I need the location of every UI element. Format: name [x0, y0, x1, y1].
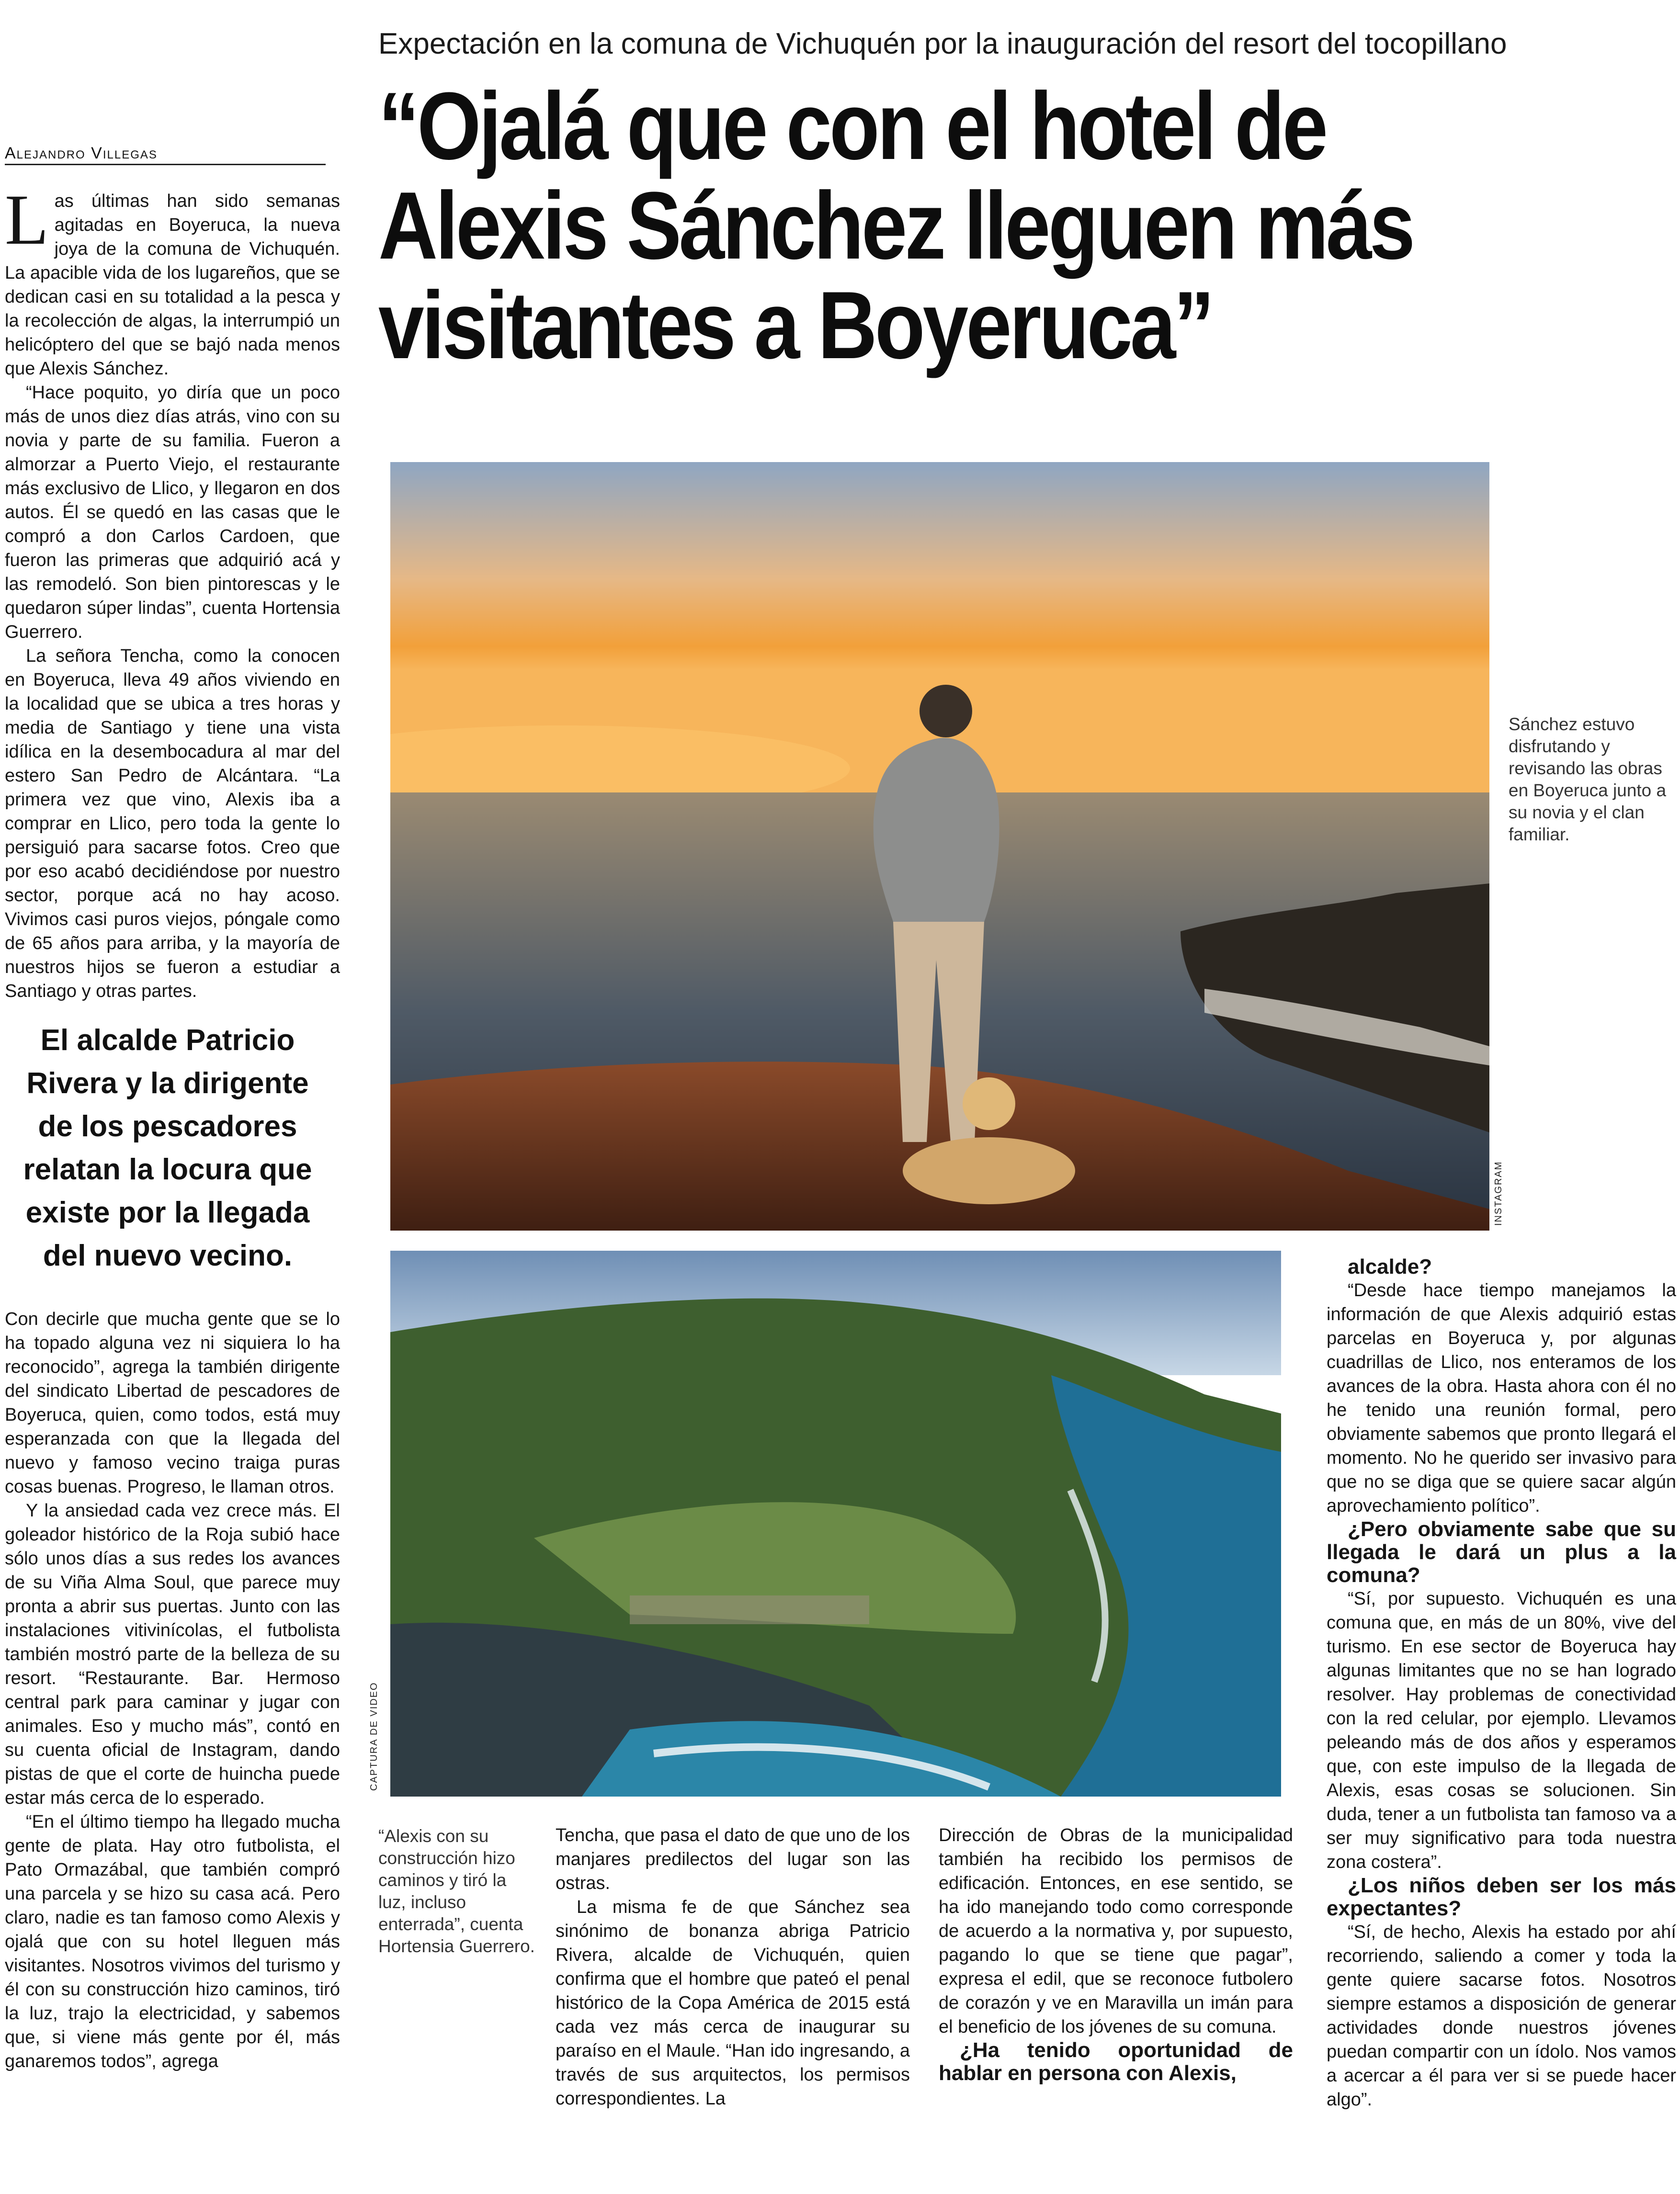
pull-quote: El alcalde Patricio Rivera y la dirigente de los pescadores relatan la locura que existe por la llegada del nuevo vecino. [23, 1024, 312, 1272]
paragraph: “Hace poquito, yo diría que un poco más de unos diez días atrás, vino con su novia y parte de su familia. Fueron a almorzar a Puerto Viejo, el restaurante más exclusivo de Llico, y llegaron en dos autos. Él se quedó en las casas que le compró a don Carlos Cardoen, que fueron las primeras que adquirió acá y las remodeló. Son bien pintorescas y le quedaron súper lindas”, cuenta Hortensia Guerrero. [5, 383, 340, 642]
interview-question: ¿Pero obviamente sabe que su llegada le dará un plus a la comuna? [1327, 1517, 1676, 1587]
interview-question: ¿Ha tenido oportunidad de hablar en persona con Alexis, [939, 2038, 1293, 2085]
headline: “Ojalá que con el hotel de Alexis Sánchez lleguen más visitantes a Boyeruca” [378, 73, 1413, 379]
interview-question: ¿Los niños deben ser los más expectantes? [1327, 1874, 1676, 1920]
interview-question: alcalde? [1348, 1255, 1432, 1278]
interview-answer: “Sí, de hecho, Alexis ha estado por ahí recorriendo, saliendo a comer y toda la gente quiere sacarse fotos. Nosotros siempre estamos a disposición de generar actividades donde nuestros jóvenes puedan compartir con un ídolo. Nos vamos a acercar a él para ver si se puede hacer algo”. [1327, 1922, 1676, 2110]
photo-credit-instagram: INSTAGRAM [1493, 1161, 1504, 1226]
photo-2-caption: “Alexis con su construcción hizo caminos y tiró la luz, incluso enterrada”, cuenta Hortensia Guerrero. [378, 1826, 535, 1956]
paragraph: Tencha, que pasa el dato de que uno de los manjares predilectos del lugar son las ostras. [556, 1825, 910, 1893]
column-3 [556, 1823, 910, 2111]
byline: Alejandro Villegas [5, 143, 326, 165]
lead-paragraph [5, 180, 340, 381]
kicker: Expectación en la comuna de Vichuquén por la inauguración del resort del tocopillano [378, 27, 1507, 60]
column-4 [939, 1823, 1293, 2085]
photo-credit-video: CAPTURA DE VIDEO [369, 1682, 379, 1791]
photo-aerial-coast [390, 1251, 1281, 1797]
interview-answer: “Sí, por supuesto. Vichuquén es una comuna que, en más de un 80%, vive del turismo. En ese sector de Boyeruca hay algunas limitantes que no se han logrado resolver. Hay problemas de conectividad con la red celular, por ejemplo. Llevamos peleando más de dos años y esperamos que, con este impulso de la llegada de Alexis, esas cosas se solucionen. Sin duda, tener a un futbolista tan famoso va a ser muy significativo para toda nuestra zona costera”. [1327, 1589, 1676, 1872]
paragraph: La señora Tencha, como la conocen en Boyeruca, lleva 49 años viviendo en la localidad que se ubica a tres horas y media de Santiago y tiene una vista idílica en la desembocadura al mar del estero San Pedro de Alcántara. “La primera vez que vino, Alexis iba a comprar en Llico, pero toda la gente lo persiguió para sacarse fotos. Creo que por eso acabó decidiéndose por nuestro sector, porque acá no hay acoso. Vivimos casi puros viejos, póngale como de 65 años para arriba, y la mayoría de nuestros hijos se fueron a estudiar a Santiago y otras partes. [5, 646, 340, 1001]
paragraph: La misma fe de que Sánchez sea sinónimo de bonanza abriga Patricio Rivera, alcalde de Vichuquén, quien confirma que el hombre que pateó el penal histórico de la Copa América de 2015 está cada vez más cerca de inaugurar su paraíso en el Maule. “Han ido ingresando, a través de sus arquitectos, los permisos correspondientes. La [556, 1897, 910, 2109]
drop-cap: L [5, 180, 49, 260]
column-5 [1327, 1255, 1676, 2112]
paragraph: Y la ansiedad cada vez crece más. El goleador histórico de la Roja subió hace sólo unos días a sus redes los avances de su Viña Alma Soul, que parece muy pronta a abrir sus puertas. Junto con las instalaciones vitivinícolas, el futbolista también mostró parte de la belleza de su resort. “Restaurante. Bar. Hermoso central park para caminar y jugar con animales. Eso y mucho más”, contó en su cuenta oficial de Instagram, dando pistas de que el corte de huincha puede estar más cerca de lo esperado. [5, 1501, 340, 1808]
paragraph: Con decirle que mucha gente que se lo ha topado alguna vez ni siquiera lo ha reconocido”, agrega la también dirigente del sindicato Libertad de pescadores de Boyeruca, quien, como todos, está muy esperanzada con que la llegada del nuevo y famoso vecino traiga puras cosas buenas. Progreso, le llaman otros. [5, 1309, 340, 1497]
paragraph: Dirección de Obras de la municipalidad también ha recibido los permisos de edificación. Entonces, en ese sentido, se ha ido manejando todo como corresponde de acuerdo a la normativa y, por supuesto, pagando lo que se tiene que pagar”, expresa el edil, que se reconoce futbolero de corazón y ve en Maravilla un imán para el beneficio de los jóvenes de su comuna. [939, 1825, 1293, 2037]
paragraph: “En el último tiempo ha llegado mucha gente de plata. Hay otro futbolista, el Pato Ormazábal, que también compró una parcela y se hizo su casa acá. Pero claro, nadie es tan famoso como Alexis y ojalá que con su hotel lleguen más visitantes. Nosotros vivimos del turismo y él con su construcción hizo caminos, tiró la luz, trajo la electricidad, y sabemos que, si viene más gente por él, más ganaremos todos”, agrega [5, 1812, 340, 2071]
aerial-photo-illustration [390, 1251, 1281, 1797]
sunset-photo-illustration [390, 462, 1489, 1231]
column-1-top [5, 180, 340, 1003]
paragraph-text: as últimas han sido semanas agitadas en Boyeruca, la nueva joya de la comuna de Vichuquén. La apacible vida de los lugareños, que se dedican casi en su totalidad a la pesca y la recolección de algas, la interrumpió un helicóptero del que se bajó nada menos que Alexis Sánchez. [5, 191, 340, 379]
photo-sunset-cliff [390, 462, 1489, 1231]
column-1-bottom [5, 1307, 340, 2073]
photo-1-caption: Sánchez estuvo disfrutando y revisando las obras en Boyeruca junto a su novia y el clan familiar. [1509, 714, 1667, 844]
interview-answer: “Desde hace tiempo manejamos la información de que Alexis adquirió estas parcelas en Boyeruca y, por algunas cuadrillas de Llico, nos enteramos de los avances de la obra. Hasta ahora con él no he tenido una reunión formal, pero obviamente sabemos que pronto llegará el momento. No he querido ser invasivo para que no se diga que se quiere sacar algún aprovechamiento político”. [1327, 1280, 1676, 1516]
